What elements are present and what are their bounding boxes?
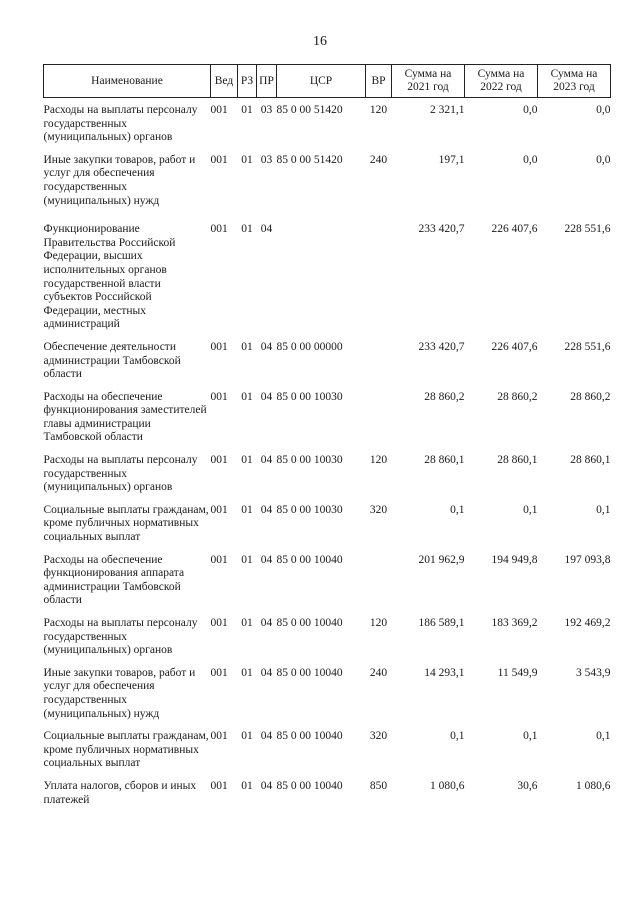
cell-name: Функционирование Правительства Российской Федерации, высших исполнительных органов государственной власти субъектов Российской Федерации, местных администраций bbox=[43, 223, 176, 331]
cell-sum-2022: 0,1 bbox=[523, 730, 538, 743]
cell-ved: 001 bbox=[210, 503, 228, 516]
page-number: 16 bbox=[313, 34, 327, 49]
cell-sum-2023: 228 551,6 bbox=[564, 340, 611, 353]
cell-name: Расходы на выплаты персоналу государственных (муниципальных) органов bbox=[43, 454, 198, 494]
header-vr: ВР bbox=[366, 65, 392, 98]
cell-sum-2023: 228 551,6 bbox=[564, 223, 611, 236]
cell-name: Обеспечение деятельности администрации Тамбовской области bbox=[43, 340, 181, 381]
header-rz: РЗ bbox=[238, 65, 257, 98]
cell-sum-2023: 3 543,9 bbox=[576, 666, 611, 679]
cell-rz: 01 bbox=[241, 340, 253, 353]
cell-ved: 001 bbox=[210, 104, 228, 116]
cell-vr: 320 bbox=[369, 730, 388, 743]
cell-name: Уплата налогов, сборов и иных платежей bbox=[43, 779, 197, 806]
cell-sum-2023: 0,1 bbox=[596, 730, 611, 743]
cell-vr: 850 bbox=[369, 779, 388, 792]
cell-pr: 04 bbox=[260, 730, 273, 743]
cell-pr: 04 bbox=[260, 666, 273, 679]
cell-vr: 320 bbox=[369, 503, 388, 516]
cell-csr: 85 0 00 10030 bbox=[276, 390, 343, 403]
header-pr: ПР bbox=[257, 65, 277, 98]
cell-csr: 85 0 00 10030 bbox=[276, 503, 343, 516]
cell-sum-2023: 28 860,2 bbox=[570, 390, 611, 403]
cell-csr: 85 0 00 10040 bbox=[276, 779, 343, 792]
table-row bbox=[44, 545, 611, 608]
cell-ved: 001 bbox=[210, 454, 228, 467]
cell-name: Социальные выплаты гражданам, кроме публичных нормативных социальных выплат bbox=[43, 730, 209, 770]
cell-sum-2021: 186 589,1 bbox=[418, 617, 465, 629]
cell-sum-2022: 11 549,9 bbox=[497, 666, 538, 679]
table-row bbox=[44, 495, 611, 545]
cell-pr: 04 bbox=[260, 617, 273, 629]
cell-pr: 04 bbox=[260, 454, 273, 467]
cell-sum-2022: 183 369,2 bbox=[491, 617, 538, 629]
table-row bbox=[44, 608, 611, 658]
cell-vr: 240 bbox=[369, 153, 388, 166]
cell-sum-2021: 0,1 bbox=[450, 503, 465, 516]
header-sum-2023: Сумма на 2023 год bbox=[538, 65, 611, 98]
cell-vr: 240 bbox=[369, 666, 388, 679]
cell-sum-2021: 2 321,1 bbox=[430, 104, 465, 116]
cell-pr: 03 bbox=[260, 153, 273, 166]
cell-pr: 04 bbox=[260, 553, 273, 566]
cell-rz: 01 bbox=[241, 779, 253, 792]
cell-ved: 001 bbox=[210, 553, 228, 566]
cell-sum-2022: 0,0 bbox=[523, 153, 538, 166]
cell-sum-2023: 192 469,2 bbox=[564, 617, 611, 629]
cell-csr: 85 0 00 10030 bbox=[276, 454, 343, 467]
cell-sum-2021: 28 860,1 bbox=[424, 454, 465, 467]
cell-sum-2021: 1 080,6 bbox=[430, 779, 465, 792]
cell-sum-2021: 197,1 bbox=[438, 153, 465, 166]
table-row bbox=[44, 771, 611, 807]
cell-ved: 001 bbox=[210, 153, 228, 166]
cell-rz: 01 bbox=[241, 666, 253, 679]
cell-csr: 85 0 00 51420 bbox=[276, 153, 343, 166]
cell-sum-2023: 0,0 bbox=[596, 153, 611, 166]
cell-name: Расходы на обеспечение функционирования аппарата администрации Тамбовской области bbox=[43, 553, 185, 607]
header-sum-2022: Сумма на 2022 год bbox=[465, 65, 538, 98]
cell-ved: 001 bbox=[210, 666, 228, 679]
cell-name: Расходы на выплаты персоналу государственных (муниципальных) органов bbox=[43, 617, 198, 657]
cell-ved: 001 bbox=[210, 223, 228, 236]
cell-rz: 01 bbox=[241, 223, 253, 236]
table-row bbox=[44, 382, 611, 445]
cell-ved: 001 bbox=[210, 390, 228, 403]
cell-csr: 85 0 00 51420 bbox=[276, 104, 343, 116]
cell-name: Расходы на выплаты персоналу государственных (муниципальных) органов bbox=[43, 104, 198, 144]
cell-sum-2021: 28 860,2 bbox=[424, 390, 465, 403]
cell-sum-2022: 28 860,1 bbox=[497, 454, 538, 467]
header-name: Наименование bbox=[44, 65, 211, 98]
cell-pr: 04 bbox=[260, 390, 273, 403]
cell-rz: 01 bbox=[241, 454, 253, 467]
cell-pr: 04 bbox=[260, 503, 273, 516]
cell-name: Расходы на обеспечение функционирования заместителей главы администрации Тамбовской области bbox=[43, 390, 207, 444]
cell-vr bbox=[366, 382, 392, 445]
cell-sum-2023: 1 080,6 bbox=[576, 779, 611, 792]
header-sum-2021: Сумма на 2021 год bbox=[392, 65, 465, 98]
cell-sum-2021: 201 962,9 bbox=[418, 553, 465, 566]
table-row bbox=[44, 98, 611, 145]
table-row bbox=[44, 445, 611, 495]
cell-rz: 01 bbox=[241, 104, 253, 116]
cell-name: Социальные выплаты гражданам, кроме публичных нормативных социальных выплат bbox=[43, 503, 209, 544]
cell-csr: 85 0 00 10040 bbox=[276, 730, 343, 743]
cell-ved: 001 bbox=[210, 617, 228, 629]
cell-sum-2023: 0,0 bbox=[596, 104, 611, 116]
cell-vr bbox=[366, 332, 392, 382]
cell-csr bbox=[277, 208, 366, 332]
table-row bbox=[44, 145, 611, 208]
header-csr: ЦСР bbox=[277, 65, 366, 98]
cell-sum-2022: 30,6 bbox=[517, 779, 538, 792]
cell-sum-2021: 233 420,7 bbox=[418, 223, 465, 236]
budget-table bbox=[43, 64, 611, 807]
cell-sum-2021: 233 420,7 bbox=[418, 340, 465, 353]
cell-ved: 001 bbox=[210, 340, 228, 353]
cell-sum-2023: 0,1 bbox=[596, 503, 611, 516]
cell-sum-2022: 226 407,6 bbox=[491, 223, 538, 236]
cell-sum-2023: 197 093,8 bbox=[564, 553, 611, 566]
cell-sum-2021: 14 293,1 bbox=[424, 666, 465, 679]
table-row bbox=[44, 658, 611, 721]
cell-sum-2021: 0,1 bbox=[450, 730, 465, 743]
cell-vr: 120 bbox=[369, 454, 388, 467]
cell-sum-2022: 0,0 bbox=[523, 104, 538, 116]
cell-rz: 01 bbox=[241, 390, 253, 403]
cell-sum-2023: 28 860,1 bbox=[570, 454, 611, 467]
table-row bbox=[44, 208, 611, 332]
cell-pr: 04 bbox=[260, 340, 273, 353]
cell-rz: 01 bbox=[241, 503, 253, 516]
cell-pr: 04 bbox=[260, 223, 273, 236]
cell-name: Иные закупки товаров, работ и услуг для обеспечения государственных (муниципальных) нужд bbox=[43, 666, 196, 720]
cell-csr: 85 0 00 00000 bbox=[276, 340, 343, 353]
cell-csr: 85 0 00 10040 bbox=[276, 617, 343, 629]
cell-vr bbox=[366, 208, 392, 332]
cell-rz: 01 bbox=[241, 730, 253, 743]
cell-sum-2022: 0,1 bbox=[523, 503, 538, 516]
table-header-row bbox=[44, 65, 611, 98]
cell-vr: 120 bbox=[369, 104, 388, 116]
cell-vr: 120 bbox=[369, 617, 388, 629]
cell-pr: 03 bbox=[260, 104, 273, 116]
cell-name: Иные закупки товаров, работ и услуг для обеспечения государственных (муниципальных) нужд bbox=[43, 153, 196, 207]
cell-ved: 001 bbox=[210, 730, 228, 743]
cell-rz: 01 bbox=[241, 153, 253, 166]
header-ved: Вед bbox=[211, 65, 238, 98]
cell-pr: 04 bbox=[260, 779, 273, 792]
cell-csr: 85 0 00 10040 bbox=[276, 553, 343, 566]
table-row bbox=[44, 332, 611, 382]
cell-rz: 01 bbox=[241, 617, 253, 629]
cell-sum-2022: 226 407,6 bbox=[491, 340, 538, 353]
cell-vr bbox=[366, 545, 392, 608]
cell-sum-2022: 194 949,8 bbox=[491, 553, 538, 566]
cell-rz: 01 bbox=[241, 553, 253, 566]
cell-sum-2022: 28 860,2 bbox=[497, 390, 538, 403]
table-row bbox=[44, 721, 611, 771]
cell-csr: 85 0 00 10040 bbox=[276, 666, 343, 679]
cell-ved: 001 bbox=[210, 779, 228, 792]
